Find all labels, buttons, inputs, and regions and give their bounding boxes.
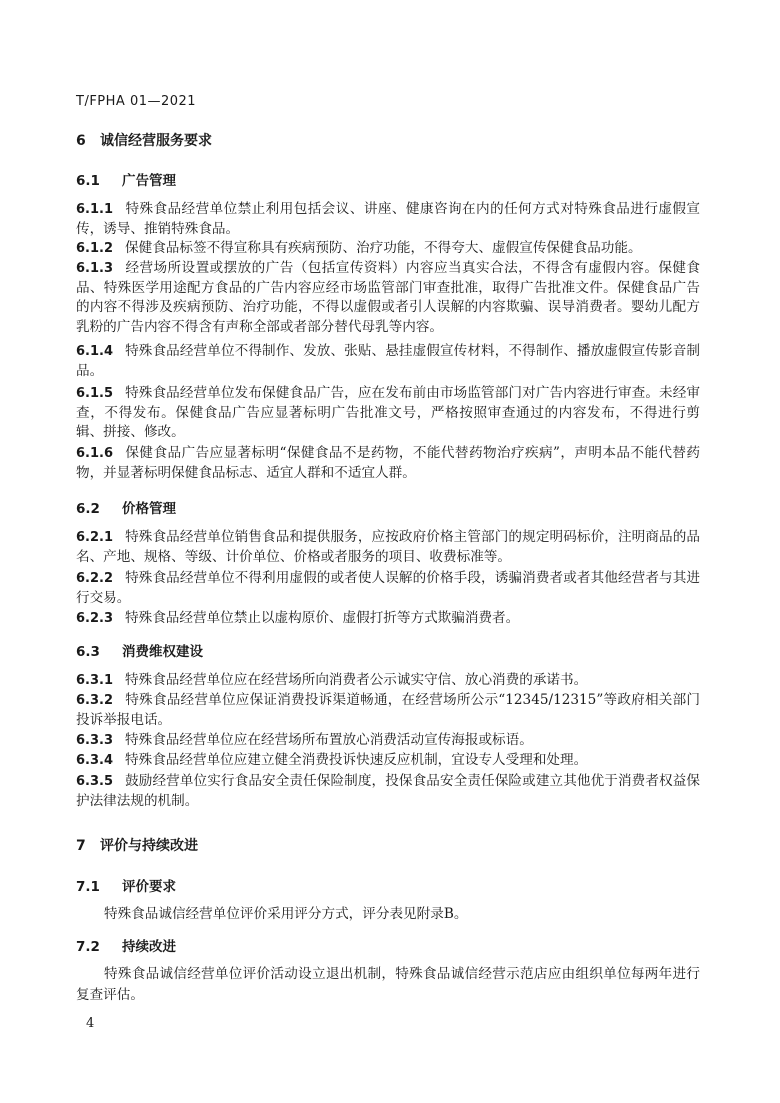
clause-6-2-3 xyxy=(76,609,700,629)
subsection-number: 6.1 xyxy=(76,173,100,189)
clause-6-3-3 xyxy=(76,731,700,751)
clause-6-1-5 xyxy=(76,384,700,443)
clause-number: 6.1.3 xyxy=(76,261,114,276)
clause-6-3-2 xyxy=(76,691,700,730)
clause-text: 特殊食品经营单位不得利用虚假的或者使人误解的价格手段，诱骗消费者或者其他经营者与其进行交易。 xyxy=(76,570,700,606)
subsection-title: 持续改进 xyxy=(122,939,176,955)
clause-text: 保健食品标签不得宣称具有疾病预防、治疗功能，不得夸大、虚假宣传保健食品功能。 xyxy=(125,240,642,256)
clause-text: 经营场所设置或摆放的广告（包括宣传资料）内容应当真实合法，不得含有虚假内容。保健食品、特殊医学用途配方食品的广告内容应经市场监管部门审查批准，取得广告批准文件。保健食品广告的内容不得涉及疾病预防、治疗功能，不得以虚假或者引人误解的内容欺骗、误导消费者。婴幼儿配方乳粉的广告内容不得含有声称全部或者部分替代母乳等内容。 xyxy=(76,260,700,335)
section-6-heading xyxy=(76,130,212,150)
clause-6-1-2 xyxy=(76,239,700,259)
clause-text: 特殊食品经营单位应在经营场所向消费者公示诚实守信、放心消费的承诺书。 xyxy=(125,672,588,688)
clause-6-1-1 xyxy=(76,200,700,239)
section-6-3-heading xyxy=(76,640,203,660)
subsection-number: 6.2 xyxy=(76,501,100,517)
section-number: 6 xyxy=(76,133,86,149)
clause-number: 6.3.3 xyxy=(76,733,114,748)
page-number: 4 xyxy=(86,1016,95,1031)
section-7-2-heading xyxy=(76,935,176,955)
clause-text: 特殊食品经营单位应建立健全消费投诉快速反应机制，宜设专人受理和处理。 xyxy=(125,752,588,768)
clause-text: 保健食品广告应显著标明“保健食品不是药物，不能代替药物治疗疾病”，声明本品不能代替药物，并显著标明保健食品标志、适宜人群和不适宜人群。 xyxy=(76,445,700,481)
section-7-heading xyxy=(76,835,198,855)
clause-number: 6.3.5 xyxy=(76,774,114,789)
clause-text: 特殊食品经营单位发布保健食品广告，应在发布前由市场监管部门对广告内容进行审查。未经审查，不得发布。保健食品广告应显著标明广告批准文号，严格按照审查通过的内容发布，不得进行剪辑、拼接、修改。 xyxy=(76,385,700,440)
clause-number: 6.3.2 xyxy=(76,693,114,708)
subsection-title: 评价要求 xyxy=(122,879,176,895)
section-title: 诚信经营服务要求 xyxy=(100,133,212,149)
section-7-1-heading xyxy=(76,875,176,895)
clause-number: 6.1.6 xyxy=(76,446,114,461)
clause-number: 6.1.1 xyxy=(76,202,114,217)
subsection-number: 7.1 xyxy=(76,879,100,895)
clause-number: 6.2.3 xyxy=(76,611,114,626)
clause-6-1-6 xyxy=(76,444,700,483)
clause-text: 特殊食品经营单位应保证消费投诉渠道畅通，在经营场所公示“12345/12315”等政府相关部门投诉举报电话。 xyxy=(76,692,700,728)
clause-6-3-5 xyxy=(76,772,700,811)
section-6-1-heading xyxy=(76,169,176,189)
clause-6-2-1 xyxy=(76,528,700,567)
clause-6-2-2 xyxy=(76,569,700,608)
clause-text: 特殊食品经营单位不得制作、发放、张贴、悬挂虚假宣传材料，不得制作、播放虚假宣传影音制品。 xyxy=(76,343,700,379)
subsection-title: 价格管理 xyxy=(122,501,176,517)
clause-number: 6.2.1 xyxy=(76,530,114,545)
clause-6-3-1 xyxy=(76,671,700,691)
clause-text: 特殊食品经营单位禁止利用包括会议、讲座、健康咨询在内的任何方式对特殊食品进行虚假宣传，诱导、推销特殊食品。 xyxy=(76,201,700,237)
clause-number: 6.3.1 xyxy=(76,673,114,688)
clause-6-1-4 xyxy=(76,342,700,381)
section-title: 评价与持续改进 xyxy=(100,838,198,854)
section-6-2-heading xyxy=(76,497,176,517)
clause-text: 特殊食品经营单位禁止以虚构原价、虚假打折等方式欺骗消费者。 xyxy=(125,610,520,626)
subsection-title: 广告管理 xyxy=(122,173,176,189)
section-7-2-text: 特殊食品诚信经营单位评价活动设立退出机制，特殊食品诚信经营示范店应由组织单位每两年进行复查评估。 xyxy=(76,966,700,1003)
section-7-1-text: 特殊食品诚信经营单位评价采用评分方式，评分表见附录B。 xyxy=(104,906,468,922)
clause-number: 6.1.5 xyxy=(76,386,114,401)
section-number: 7 xyxy=(76,838,86,854)
clause-number: 6.2.2 xyxy=(76,571,114,586)
clause-text: 鼓励经营单位实行食品安全责任保险制度，投保食品安全责任保险或建立其他优于消费者权益保护法律法规的机制。 xyxy=(76,773,700,809)
subsection-number: 6.3 xyxy=(76,644,100,660)
standard-code: T/FPHA 01—2021 xyxy=(76,94,197,109)
clause-text: 特殊食品经营单位销售食品和提供服务，应按政府价格主管部门的规定明码标价，注明商品的品名、产地、规格、等级、计价单位、价格或者服务的项目、收费标准等。 xyxy=(76,529,700,565)
clause-6-3-4 xyxy=(76,751,700,771)
subsection-title: 消费维权建设 xyxy=(122,644,203,660)
clause-text: 特殊食品经营单位应在经营场所布置放心消费活动宣传海报或标语。 xyxy=(125,732,533,748)
subsection-number: 7.2 xyxy=(76,939,100,955)
clause-number: 6.1.2 xyxy=(76,241,114,256)
clause-number: 6.1.4 xyxy=(76,344,114,359)
clause-number: 6.3.4 xyxy=(76,753,114,768)
clause-6-1-3 xyxy=(76,259,700,337)
